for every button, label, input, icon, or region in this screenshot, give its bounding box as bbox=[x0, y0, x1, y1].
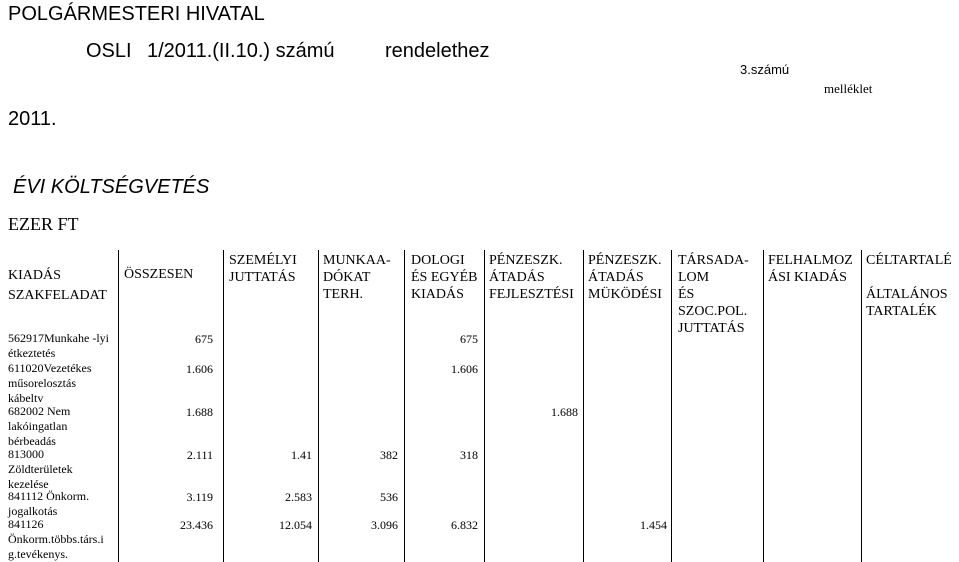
cell-employer: 3.096 bbox=[371, 518, 398, 532]
header-line bbox=[866, 269, 959, 286]
row-label-line: 682002 Nem bbox=[8, 404, 71, 418]
header-line: DOLOGI bbox=[411, 253, 465, 268]
header-line: PÉNZESZK. bbox=[588, 253, 662, 268]
cell-total: 2.111 bbox=[186, 448, 213, 462]
row-label-line: 841112 Önkorm. bbox=[8, 489, 90, 503]
table-row-label bbox=[8, 517, 118, 562]
cell-total: 1.688 bbox=[186, 405, 213, 419]
cell-personal: 1.41 bbox=[291, 448, 312, 462]
header-line: TERH. bbox=[323, 287, 364, 302]
header-line: CÉLTARTALÉ bbox=[866, 253, 952, 268]
table-row-label bbox=[8, 404, 118, 449]
header-personal bbox=[229, 252, 297, 286]
row-label-line: 562917Munkahe -lyi bbox=[8, 331, 109, 345]
header-social bbox=[678, 252, 749, 337]
cell-material: 1.606 bbox=[451, 362, 478, 376]
header-line: TARTALÉK bbox=[866, 304, 937, 319]
cell-employer: 536 bbox=[380, 490, 398, 504]
column-divider bbox=[223, 250, 224, 562]
header-line: SZOC.POL. bbox=[678, 304, 748, 319]
decree-number: 1/2011.(II.10.) számú bbox=[147, 40, 335, 62]
row-label-line: jogalkotás bbox=[8, 504, 58, 518]
row-label-line: kábeltv bbox=[8, 391, 44, 405]
header-investment bbox=[768, 252, 853, 286]
table-row-label bbox=[8, 361, 118, 406]
budget-year: 2011. bbox=[8, 108, 57, 130]
cell-dev-transfer: 1.688 bbox=[551, 405, 578, 419]
header-line: SZEMÉLYI bbox=[229, 253, 297, 268]
column-divider bbox=[583, 250, 584, 562]
row-label-line: műsorelosztás bbox=[8, 376, 76, 390]
row-label-line: kezelése bbox=[8, 477, 49, 491]
header-reserve bbox=[866, 252, 959, 320]
cell-material: 6.832 bbox=[451, 518, 478, 532]
header-op-transfer bbox=[588, 252, 662, 303]
header-line: FEJLESZTÉSI bbox=[489, 287, 574, 302]
header-line: KIADÁS bbox=[411, 287, 464, 302]
column-divider bbox=[861, 250, 862, 562]
header-line: SZAKFELADAT bbox=[8, 288, 107, 303]
header-line: PÉNZESZK. bbox=[489, 253, 563, 268]
cell-op-transfer: 1.454 bbox=[640, 518, 667, 532]
header-line: ÁLTALÁNOS bbox=[866, 287, 948, 302]
header-line: ÉS bbox=[678, 287, 695, 302]
row-label-line: 611020Vezetékes bbox=[8, 361, 92, 375]
header-dev-transfer bbox=[489, 252, 574, 303]
cell-total: 3.119 bbox=[186, 490, 213, 504]
column-divider bbox=[404, 250, 405, 562]
header-line: JUTTATÁS bbox=[229, 270, 296, 285]
header-line: TÁRSADA- bbox=[678, 253, 749, 268]
budget-title: ÉVI KÖLTSÉGVETÉS bbox=[13, 176, 210, 198]
header-line: KIADÁS bbox=[8, 268, 61, 283]
column-divider bbox=[671, 250, 672, 562]
cell-total: 675 bbox=[195, 332, 213, 346]
cell-personal: 2.583 bbox=[285, 490, 312, 504]
header-line: JUTTATÁS bbox=[678, 321, 745, 336]
cell-material: 675 bbox=[460, 332, 478, 346]
decree-suffix: rendelethez bbox=[385, 40, 490, 62]
row-label-line: g.tevékenys. bbox=[8, 547, 68, 561]
column-divider bbox=[763, 250, 764, 562]
currency-unit: EZER FT bbox=[8, 214, 79, 234]
header-material bbox=[411, 252, 478, 303]
row-label-line: Önkorm.többs.társ.i bbox=[8, 532, 104, 546]
office-title: POLGÁRMESTERI HIVATAL bbox=[8, 3, 265, 25]
row-label-line: Zöldterületek bbox=[8, 462, 73, 476]
header-line: ÁTADÁS bbox=[489, 270, 545, 285]
header-line: LOM bbox=[678, 270, 710, 285]
table-row-label bbox=[8, 447, 118, 492]
cell-employer: 382 bbox=[380, 448, 398, 462]
cell-personal: 12.054 bbox=[279, 518, 312, 532]
header-line: ÁSI KIADÁS bbox=[768, 270, 847, 285]
annex-number: 3.számú bbox=[740, 62, 790, 77]
header-line: MÜKÖDÉSI bbox=[588, 287, 662, 302]
cell-total: 1.606 bbox=[186, 362, 213, 376]
header-line: ÉS EGYÉB bbox=[411, 270, 478, 285]
header-line: FELHALMOZ bbox=[768, 253, 853, 268]
header-employer-contrib bbox=[323, 252, 391, 303]
row-label-line: 841126 bbox=[8, 517, 44, 531]
header-line: DÓKAT bbox=[323, 270, 371, 285]
column-divider bbox=[318, 250, 319, 562]
table-row-label bbox=[8, 489, 118, 519]
header-line: MUNKAA- bbox=[323, 253, 391, 268]
header-kiadas-szakfeladat bbox=[8, 266, 107, 306]
table-row-label bbox=[8, 331, 118, 361]
row-label-line: bérbeadás bbox=[8, 434, 56, 448]
header-total bbox=[124, 266, 193, 283]
column-divider bbox=[484, 250, 485, 562]
row-label-line: lakóingatlan bbox=[8, 419, 68, 433]
row-label-line: étkeztetés bbox=[8, 346, 56, 360]
decree-municipality: OSLI bbox=[86, 40, 132, 62]
header-line: ÁTADÁS bbox=[588, 270, 644, 285]
cell-material: 318 bbox=[460, 448, 478, 462]
cell-total: 23.436 bbox=[180, 518, 213, 532]
column-divider bbox=[118, 250, 119, 562]
header-line: ÖSSZESEN bbox=[124, 267, 194, 282]
annex-word: melléklet bbox=[824, 81, 873, 96]
row-label-line: 813000 bbox=[8, 447, 44, 461]
